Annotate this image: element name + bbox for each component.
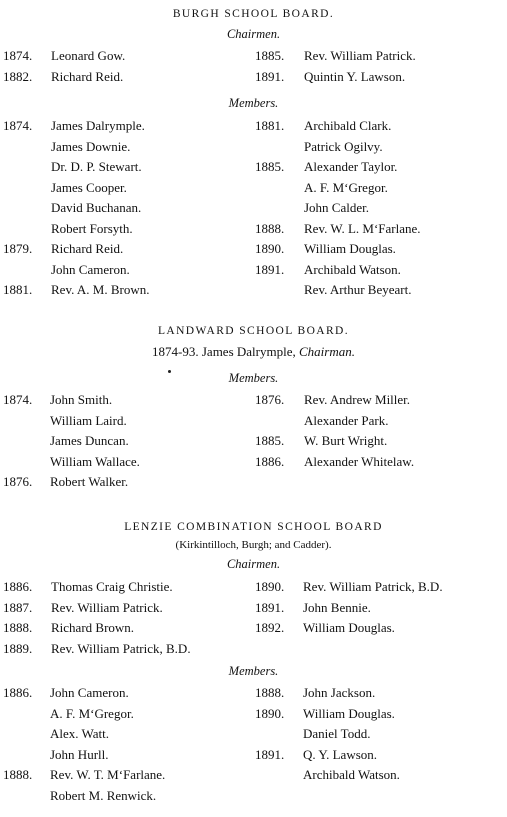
landward-chairman-line [0,344,507,360]
entry-year: 1874. [3,118,33,133]
entry-name: Leonard Gow. [51,48,126,63]
entry-name: Robert Forsyth. [51,220,133,236]
entry-name: Rev. Arthur Beyeart. [304,282,412,297]
entry-year: 1891. [255,599,285,615]
entry-name: Rev. William Patrick. [51,599,163,615]
entry-name: Rev. A. M. Brown. [51,282,150,297]
entry-year: 1888. [3,620,33,635]
entry-year: 1891. [255,68,285,84]
entry-year: 1874. [3,48,33,63]
lenzie-board-title: LENZIE COMBINATION SCHOOL BOARD [124,521,383,533]
entry-name: Rev. William Patrick, B.D. [51,640,191,656]
entry-year: 1890. [255,705,285,721]
entry-name: Rev. William Patrick, B.D. [303,579,443,594]
entry-year: 1891. [255,261,285,277]
entry-name: Richard Reid. [51,68,124,84]
entry-name: Richard Brown. [51,620,135,635]
entry-name: Robert M. Renwick. [50,787,157,803]
entry-year: 1888. [255,220,285,236]
entry-name: David Buchanan. [51,200,142,215]
entry-name: Archibald Clark. [304,118,392,133]
entry-name: Alexander Park. [304,412,389,428]
entry-name: Richard Reid. [51,241,124,256]
entry-name: John Cameron. [50,685,129,700]
entry-name: Rev. W. T. M‘Farlane. [50,767,166,782]
entry-year: 1886. [3,685,33,700]
burgh-board-title: BURGH SCHOOL BOARD. [172,8,335,20]
entry-name: William Douglas. [304,241,396,256]
entry-name: A. F. M‘Gregor. [304,179,388,195]
landward-board-title: LANDWARD SCHOOL BOARD. [157,325,350,337]
entry-name: John Jackson. [303,685,376,700]
entry-name: James Dalrymple. [51,118,145,133]
entry-name: William Wallace. [50,453,140,469]
entry-year: 1888. [255,685,285,700]
entry-name: William Douglas. [303,705,395,721]
entry-name: W. Burt Wright. [304,433,388,448]
entry-name: John Cameron. [51,261,130,277]
entry-name: Q. Y. Lawson. [303,746,378,762]
entry-year: 1874. [3,392,33,407]
entry-name: James Duncan. [50,433,129,448]
entry-year: 1881. [255,118,285,133]
entry-year: 1882. [3,68,33,84]
entry-name: John Smith. [50,392,113,407]
entry-year: 1876. [3,474,33,489]
lenzie-board-subtitle: (Kirkintilloch, Burgh; and Cadder). [175,539,332,551]
entry-name: Rev. W. L. M‘Farlane. [304,220,421,236]
landward-chairman-years: 1874-93. [152,344,199,359]
entry-name: Quintin Y. Lawson. [304,68,406,84]
entry-name: John Hurll. [50,746,109,762]
entry-name: Rev. William Patrick. [304,48,416,63]
entry-name: William Laird. [50,412,127,428]
entry-name: Daniel Todd. [303,726,371,741]
entry-year: 1885. [255,433,285,448]
entry-year: 1889. [3,640,33,656]
entry-name: James Downie. [51,138,131,154]
entry-name: Archibald Watson. [304,261,401,277]
entry-year: 1890. [255,579,285,594]
landward-chairman-role: Chairman. [298,344,355,359]
entry-year: 1886. [255,453,285,469]
landward-members-label: Members. [228,371,279,385]
entry-year: 1881. [3,282,33,297]
entry-year: 1892. [255,620,285,635]
entry-name: Robert Walker. [50,474,129,489]
entry-name: Alex. Watt. [50,726,110,741]
entry-year: 1887. [3,599,33,615]
entry-year: 1886. [3,579,33,594]
entry-name: Alexander Taylor. [304,159,398,174]
entry-year: 1876. [255,392,285,407]
burgh-chairmen-label: Chairmen. [226,27,281,41]
entry-name: Archibald Watson. [303,767,400,782]
lenzie-members-label: Members. [228,664,279,678]
entry-name: A. F. M‘Gregor. [50,705,134,721]
landward-chairman-name: James Dalrymple, [201,344,296,359]
entry-name: Rev. Andrew Miller. [304,392,411,407]
entry-year: 1888. [3,767,33,782]
entry-year: 1885. [255,159,285,174]
entry-name: Patrick Ogilvy. [304,138,383,154]
burgh-members-label: Members. [228,96,279,110]
entry-name: Thomas Craig Christie. [51,579,173,594]
entry-year: 1879. [3,241,33,256]
entry-name: William Douglas. [303,620,395,635]
entry-name: John Calder. [304,200,369,215]
entry-name: John Bennie. [303,599,371,615]
lenzie-chairmen-label: Chairmen. [226,557,281,571]
entry-name: Alexander Whitelaw. [304,453,415,469]
entry-name: James Cooper. [51,179,127,195]
entry-name: Dr. D. P. Stewart. [51,159,142,174]
entry-year: 1891. [255,746,285,762]
entry-year: 1890. [255,241,285,256]
entry-year: 1885. [255,48,285,63]
